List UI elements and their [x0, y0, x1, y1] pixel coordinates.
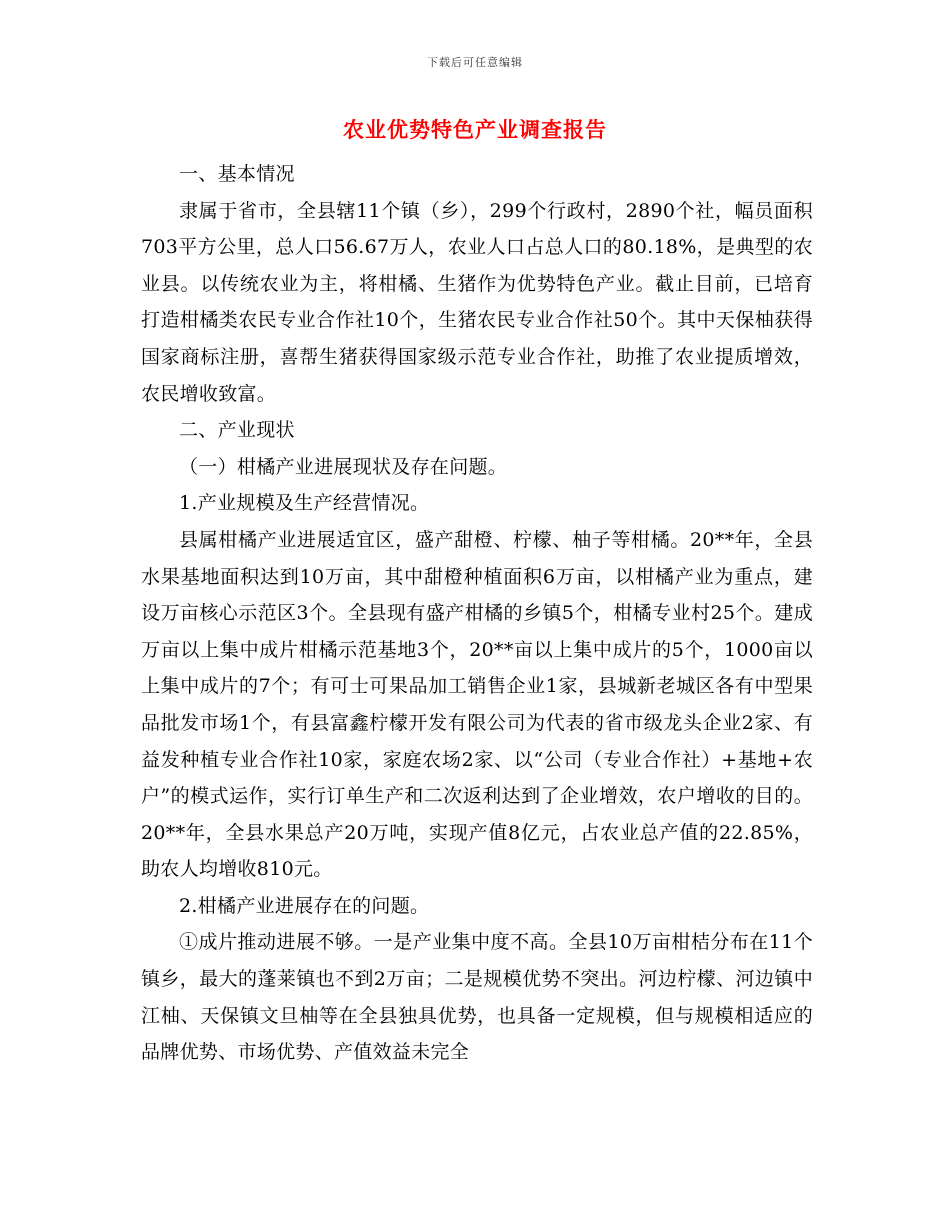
section-heading-basic: 一、基本情况	[179, 163, 295, 185]
section-heading-industry: 二、产业现状	[179, 419, 295, 442]
paragraph-problems: ①成片推动进展不够。一是产业集中度不高。全县10万亩柑桔分布在11个镇乡，最大的蓬莱镇也不到2万亩；二是规模优势不突出。河边柠檬、河边镇中江柚、天保镇文旦柚等在全县独具优势，也具备一定规模，但与规模相适应的品牌优势、市场优势、产值效益未完全	[141, 931, 813, 1064]
document-body	[141, 156, 813, 1071]
item-heading-scale: 1.产业规模及生产经营情况。	[179, 492, 430, 515]
paragraph-citrus-scale: 县属柑橘产业进展适宜区，盛产甜橙、柠檬、柚子等柑橘。20**年，全县水果基地面积达到10万亩，其中甜橙种植面积6万亩，以柑橘产业为重点，建设万亩核心示范区3个。全县现有盛产柑橘的乡镇5个，柑橘专业村25个。建成万亩以上集中成片柑橘示范基地3个，20**亩以上集中成片的5个，1000亩以上集中成片的7个；有可士可果品加工销售企业1家，县城新老城区各有中型果品批发市场1个，有县富鑫柠檬开发有限公司为代表的省市级龙头企业2家、有益发种植专业合作社10家，家庭农场2家、以“公司（专业合作社）+基地+农户”的模式运作，实行订单生产和二次返利达到了企业增效，农户增收的目的。20**年，全县水果总产20万吨，实现产值8亿元，占农业总产值的22.85%，助农人均增收810元。	[141, 528, 813, 881]
paragraph-basic-info: 隶属于省市，全县辖11个镇（乡），299个行政村，2890个社，幅员面积703平方公里，总人口56.67万人，农业人口占总人口的80.18%，是典型的农业县。以传统农业为主，将柑橘、生猪作为优势特色产业。截止目前，已培育打造柑橘类农民专业合作社10个，生猪农民专业合作社50个。其中天保柚获得国家商标注册，喜帮生猪获得国家级示范专业合作社，助推了农业提质增效，农民增收致富。	[141, 199, 813, 405]
document-title: 农业优势特色产业调查报告	[343, 118, 607, 142]
header-note: 下载后可任意编辑	[427, 56, 523, 69]
subsection-heading-citrus: （一）柑橘产业进展现状及存在问题。	[179, 455, 508, 478]
item-heading-problems: 2.柑橘产业进展存在的问题。	[179, 894, 430, 917]
